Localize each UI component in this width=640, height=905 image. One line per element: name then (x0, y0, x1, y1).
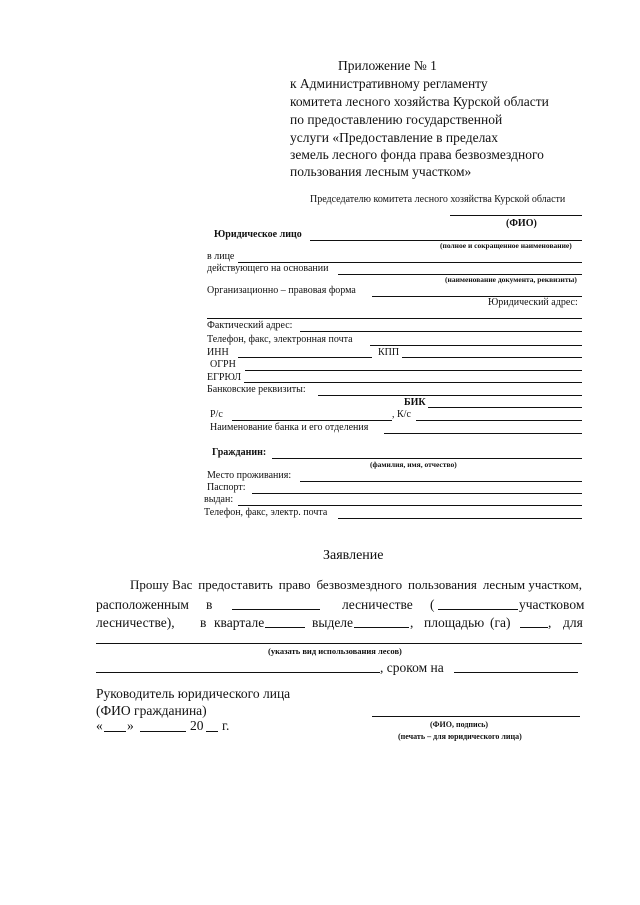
statement-word: Прошу Вас (130, 577, 193, 592)
citizen-phone-label: Телефон, факс, электр. почта (204, 507, 328, 518)
signature-field[interactable] (372, 716, 580, 717)
header-line: по предоставлению государственной (290, 112, 503, 127)
passport-label: Паспорт: (207, 482, 246, 493)
name-hint: (полное и сокращенное наименование) (440, 241, 572, 250)
rs-field[interactable] (232, 420, 392, 421)
header-line: комитета лесного хозяйства Курской области (290, 94, 549, 109)
doc-hint: (наименование документа, реквизиты) (445, 275, 577, 284)
date-day-field[interactable] (104, 731, 126, 732)
citizen-phone-field[interactable] (338, 518, 582, 519)
bank-details-field[interactable] (318, 395, 582, 396)
actual-address-label: Фактический адрес: (207, 320, 293, 331)
forestry-close-word: лесничестве), (96, 615, 175, 630)
statement-line-1 (130, 577, 582, 593)
stamp-hint: (печать – для юридического лица) (398, 732, 522, 741)
inn-field[interactable] (238, 357, 372, 358)
ha-word: (га) (490, 615, 511, 630)
issued-field[interactable] (238, 505, 582, 506)
citizen-label: Гражданин: (212, 447, 267, 458)
statement-word: право (278, 577, 311, 592)
allotment-field[interactable] (354, 627, 409, 628)
statement-word: безвозмездного (316, 577, 403, 592)
legal-address-label: Юридический адрес: (488, 297, 578, 308)
bank-name-label: Наименование банка и его отделения (210, 422, 369, 433)
header-line: услуги «Предоставление в пределах (290, 130, 499, 145)
area-word: площадью (424, 615, 485, 630)
area-field[interactable] (520, 627, 548, 628)
statement-word: предоставить (198, 577, 273, 592)
term-label: , сроком на (380, 660, 444, 675)
acting-basis-label: действующего на основании (207, 263, 329, 274)
bik-label: БИК (404, 397, 426, 408)
open-paren: ( (430, 597, 435, 612)
quarter-word: квартале (214, 615, 265, 630)
bank-details-label: Банковские реквизиты: (207, 384, 306, 395)
sign-hint: (ФИО, подпись) (430, 720, 489, 729)
legal-entity-label: Юридическое лицо (214, 229, 302, 240)
citizen-fio-hint: (фамилия, имя, отчество) (370, 460, 457, 469)
head-label: Руководитель юридического лица (96, 686, 291, 701)
actual-address-field[interactable] (300, 331, 582, 332)
in-word: в (206, 597, 213, 612)
use-type-field-2[interactable] (96, 672, 380, 673)
district-forestry-field[interactable] (438, 609, 518, 610)
phone-field[interactable] (370, 345, 582, 346)
statement-word: лесным участком, (482, 577, 582, 592)
district-word: участковом (519, 597, 585, 612)
fio-hint: (ФИО) (506, 218, 537, 229)
date-year-prefix: 20 (190, 718, 204, 733)
comma-2: , (548, 615, 552, 630)
fio-line[interactable] (450, 215, 582, 216)
header-line: пользования лесным участком» (290, 164, 472, 179)
quarter-field[interactable] (265, 627, 305, 628)
forestry-field[interactable] (232, 609, 320, 610)
allotment-word: выделе (312, 615, 354, 630)
phone-label: Телефон, факс, электронная почта (207, 334, 353, 345)
legal-address-field[interactable] (207, 318, 582, 319)
residence-label: Место проживания: (207, 470, 292, 481)
use-hint: (указать вид использования лесов) (268, 646, 402, 656)
date-year-field[interactable] (206, 731, 218, 732)
header-line: к Административному регламенту (290, 76, 488, 91)
forestry-word: лесничестве (342, 597, 413, 612)
date-mid: » (127, 718, 134, 733)
in-person-label: в лице (207, 251, 235, 262)
date-year-suffix: г. (222, 718, 230, 733)
ogrn-field[interactable] (245, 370, 582, 371)
citizen-fio-label: (ФИО гражданина) (96, 703, 207, 718)
date-month-field[interactable] (140, 731, 186, 732)
header-line: земель лесного фонда права безвозмездного (290, 147, 544, 162)
rs-label: Р/с (210, 409, 223, 420)
bik-field[interactable] (428, 407, 582, 408)
inn-label: ИНН (207, 347, 229, 358)
egrul-field[interactable] (244, 382, 582, 383)
passport-field[interactable] (252, 493, 582, 494)
residence-field[interactable] (300, 481, 582, 482)
statement-title: Заявление (323, 548, 384, 563)
for-word: для (563, 615, 583, 630)
citizen-name-field[interactable] (272, 458, 582, 459)
comma: , (410, 615, 414, 630)
kpp-label: КПП (378, 347, 400, 358)
ogrn-label: ОГРН (210, 359, 236, 370)
use-type-field[interactable] (96, 643, 582, 644)
kpp-field[interactable] (402, 357, 582, 358)
statement-word: пользования (408, 577, 477, 592)
located-word: расположенным (96, 597, 189, 612)
ks-label: , К/с (392, 409, 411, 420)
addressee-text: Председателю комитета лесного хозяйства Курской области (310, 194, 566, 205)
bank-name-field[interactable] (384, 433, 582, 434)
appendix-title: Приложение № 1 (338, 58, 437, 73)
in-word-2: в (200, 615, 207, 630)
term-field[interactable] (454, 672, 578, 673)
org-form-label: Организационно – правовая форма (207, 285, 356, 296)
date-open: « (96, 718, 103, 733)
issued-label: выдан: (204, 494, 234, 505)
egrul-label: ЕГРЮЛ (207, 372, 242, 383)
ks-field[interactable] (416, 420, 582, 421)
